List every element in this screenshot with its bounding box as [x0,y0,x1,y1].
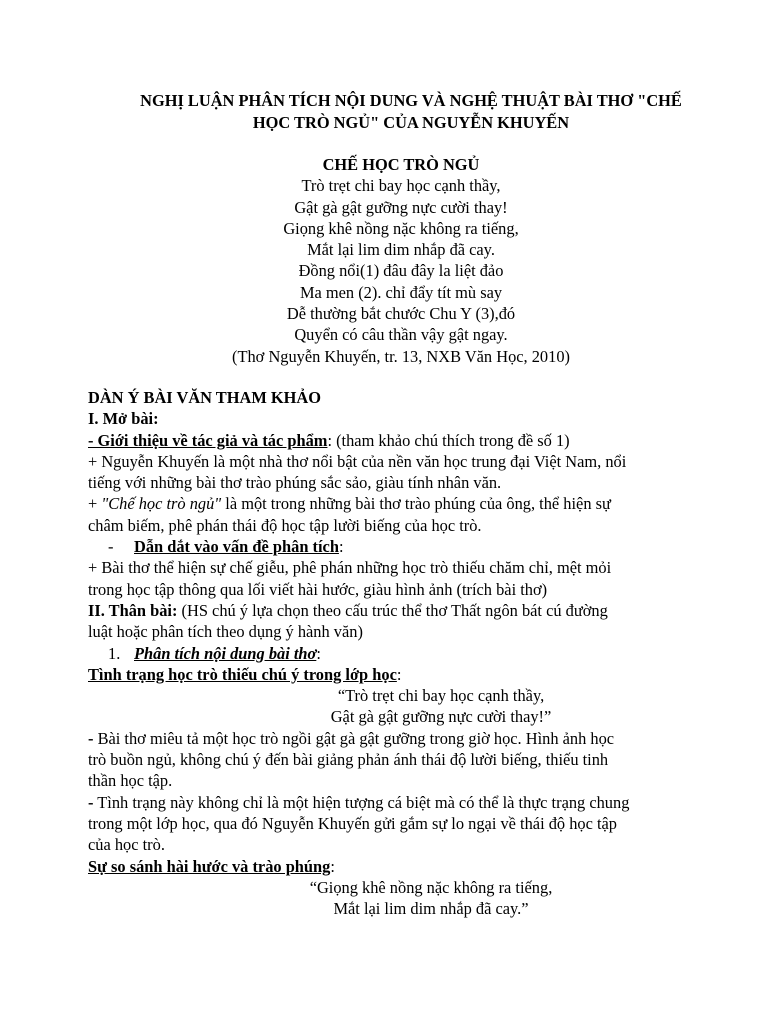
item-colon: : [316,643,321,663]
quote-line: Mắt lại lim dim nhắp đã cay.” [333,899,529,919]
quote-line: “Giọng khê nồng nặc không ra tiếng, [309,877,553,897]
poem-line: Gật gà gật gưỡng nực cười thay! [294,197,508,217]
work-line [88,493,714,514]
body-heading-note-line: luật hoặc phân tích theo dụng ý hành văn) [88,622,363,642]
analysis-line: trong một lớp học, qua đó Nguyễn Khuyến gửi gắm sự lo ngại về thái độ học tập [88,813,617,833]
work-prefix: + [88,494,102,514]
numbered-item [88,643,714,664]
lead-in-item [88,536,714,557]
intro-rest: : (tham khảo chú thích trong đề số 1) [327,430,570,450]
quote-line: Gật gà gật gưỡng nực cười thay!” [330,707,552,727]
subheading-text: Sự so sánh hài hước và trào phúng [88,856,331,876]
item-number: 1. [108,643,121,663]
poem-body [88,175,714,367]
author-line: tiếng với những bài thơ trào phúng sắc sảo, giàu tính nhân văn. [88,473,502,493]
subheading-colon: : [330,856,335,876]
quote-line: “Trò trẹt chi bay học cạnh thầy, [337,686,545,706]
analysis-text: Tình trạng này không chỉ là một hiện tượng cá biệt mà có thể là thực trạng chung [93,792,630,812]
poem-line: Dễ thường bắt chước Chu Y (3),đó [286,304,516,324]
body-heading: II. Thân bài: [88,600,178,620]
analysis-line [88,792,714,813]
poem-line: Mắt lại lim dim nhắp đã cay. [307,240,495,260]
poem-source: (Thơ Nguyễn Khuyến, tr. 13, NXB Văn Học, 2010) [232,346,570,366]
item-label: Phân tích nội dung bài thơ [134,643,317,663]
analysis-line: thần học tập. [88,771,173,791]
title-line: HỌC TRÒ NGỦ" CỦA NGUYỄN KHUYẾN [252,113,570,132]
analysis-line: trò buồn ngủ, không chú ý đến bài giảng phản ánh thái độ lười biếng, thiếu tinh [88,750,609,770]
document-title [88,90,734,134]
work-rest: là một trong những bài thơ trào phúng của ông, thể hiện sự [221,494,611,514]
lead-in-line: + Bài thơ thể hiện sự chế giễu, phê phán những học trò thiếu chăm chỉ, mệt mỏi [88,558,612,578]
poem-line: Trò trẹt chi bay học cạnh thầy, [301,176,501,196]
outline-title: DÀN Ý BÀI VĂN THAM KHẢO [88,387,321,407]
lead-in-colon: : [338,537,344,557]
body-heading-note: (HS chú ý lựa chọn theo cấu trúc thể thơ Thất ngôn bát cú đường [177,600,608,620]
poem-line: Quyển có câu thần vậy gật ngay. [294,325,508,345]
analysis-line: của học trò. [88,835,165,855]
subheading-colon: : [396,664,402,684]
analysis-text: Bài thơ miêu tả một học trò ngồi gật gà gật gưỡng trong giờ học. Hình ảnh học [93,728,615,748]
section-heading-body [88,600,714,621]
intro-paragraph [88,430,714,451]
bullet-dash: - [88,728,94,748]
poem-line: Đồng nổi(1) đâu đây la liệt đảo [298,261,504,281]
lead-in-label: Dẫn dắt vào vấn đề phân tích [134,537,339,557]
work-title: "Chế học trò ngủ" [101,494,222,514]
subheading-text: Tình trạng học trò thiếu chú ý trong lớp học [88,664,397,684]
lead-in-line: trong học tập thông qua lối viết hài hước, giàu hình ảnh (trích bài thơ) [88,579,548,599]
intro-bold-label: - Giới thiệu về tác giả và tác phẩm [88,430,328,450]
subheading [88,856,714,877]
title-line: NGHỊ LUẬN PHÂN TÍCH NỘI DUNG VÀ NGHỆ THUẬT BÀI THƠ "CHẾ [140,91,682,110]
analysis-line [88,728,714,749]
author-line: + Nguyễn Khuyến là một nhà thơ nổi bật của nền văn học trung đại Việt Nam, nổi [88,451,627,471]
bullet-dash: - [88,792,94,812]
section-heading-intro: I. Mở bài: [88,409,159,429]
dash-marker: - [108,537,114,557]
poem-line: Giọng khê nồng nặc không ra tiếng, [283,218,519,238]
work-line: châm biếm, phê phán thái độ học tập lười biếng của học trò. [88,515,482,535]
subheading [88,664,714,685]
poem-line: Ma men (2). chỉ đẩy tít mù say [299,282,503,302]
poem-title: CHẾ HỌC TRÒ NGỦ [322,155,480,174]
